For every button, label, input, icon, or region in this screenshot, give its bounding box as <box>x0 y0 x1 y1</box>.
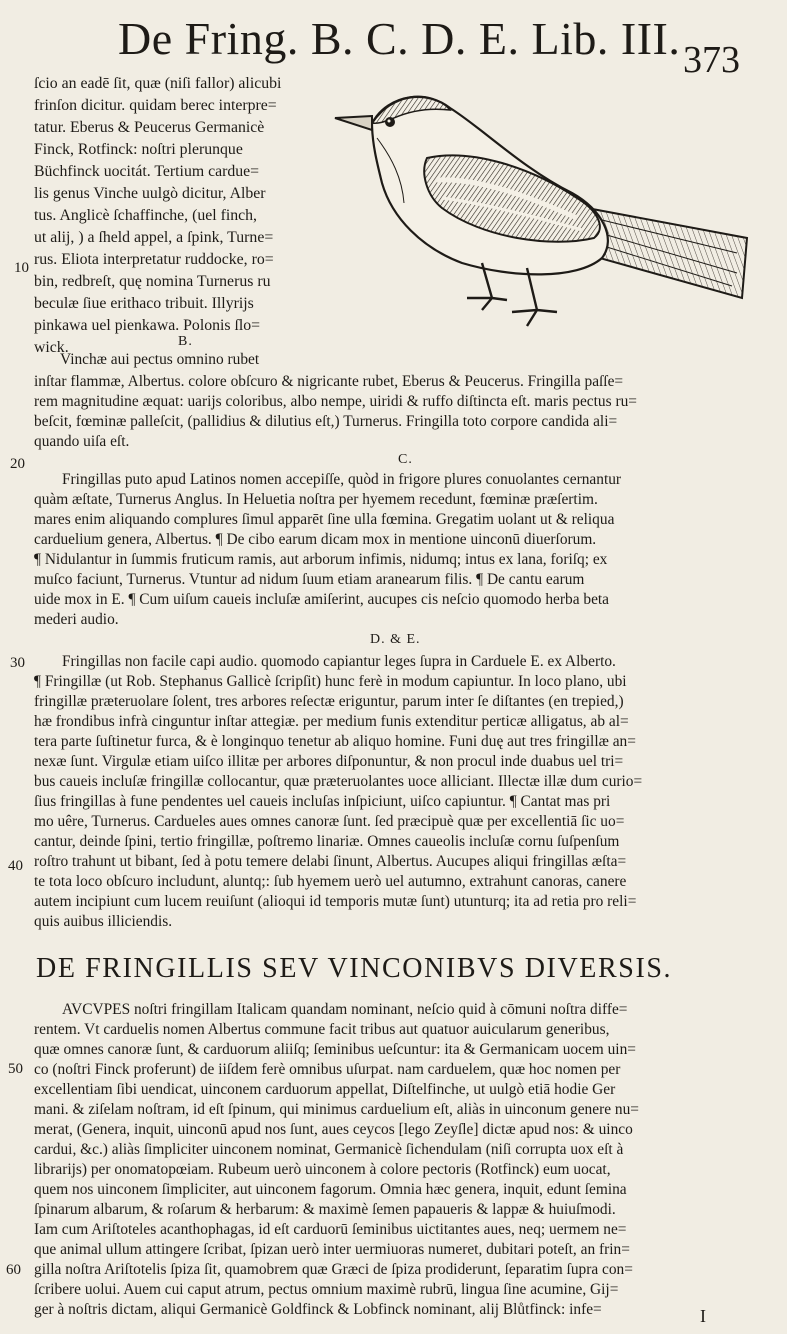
text-line: co (noſtri Finck proferunt) de iiſdem ferè omnibus uſurpat. nam carduelem, quæ hoc nomen per <box>34 1061 621 1078</box>
text-line: mares enim aliquando complures ſimul apparēt ſine ulla fœmina. Gregatim uolant ut & reliqua <box>34 511 615 528</box>
text-line: ſcribere uolui. Auem cui caput atrum, pectus omnium maximè rubrū, lingua ſine acumine, Gij= <box>34 1281 619 1298</box>
finch-woodcut-icon <box>332 88 752 333</box>
margin-line-number: 20 <box>10 456 25 472</box>
text-line: rentem. Vt carduelis nomen Albertus commune facit tribus aut quatuor auicularum generibus, <box>34 1021 610 1038</box>
text-line: quis auibus illiciendis. <box>34 913 173 930</box>
text-line: ger à noſtris dictam, aliqui Germanicè Goldfinck & Lobfinck nominant, alij Blůtfinck: infe= <box>34 1301 602 1318</box>
text-line: hæ frondibus infrà cinguntur inſtar attegiæ. per medium funis extenditur perticæ alligatus, ab al= <box>34 713 629 730</box>
text-line: ¶ Nidulantur in ſummis fruticum ramis, aut arborum infimis, nidumq; intus ex lana, foriſq; ex <box>34 551 608 568</box>
text-line: beculæ ſiue erithaco tribuit. Illyrijs <box>34 295 254 312</box>
text-line: lis genus Vinche uulgò dicitur, Alber <box>34 185 266 202</box>
text-line: gilla noſtra Ariſtotelis ſpiza ſit, quamobrem quæ Græci de ſpiza prodiderunt, ſeparatim ſupra con= <box>34 1261 633 1278</box>
text-line: Vinchæ aui pectus omnino rubet <box>60 351 260 368</box>
text-line: cantur, deinde ſpini, tertio fringillæ, poſtremo linariæ. Omnes caueolis incluſæ cornu ſuſpenſum <box>34 833 620 850</box>
text-line: muſco faciunt, Turnerus. Vtuntur ad nidum ſuum etiam aranearum filis. ¶ De cantu earum <box>34 571 585 588</box>
text-line: ¶ Fringillæ (ut Rob. Stephanus Gallicè ſcripſit) hunc ferè in modum capiuntur. In loco plano, ubi <box>34 673 627 690</box>
text-line: Finck, Rotfinck: noſtri plerunque <box>34 141 243 158</box>
text-line: quem nos uinconem ſimpliciter, aut uinconem fagorum. Omnia hæc genera, inquit, edunt ſemina <box>34 1181 627 1198</box>
text-line: Iam cum Ariſtoteles acanthophagas, id eſt carduorū ſeminibus uictitantes aues, neq; uermem ne= <box>34 1221 627 1238</box>
text-line: nexæ ſunt. Virgulæ etiam uiſco illitæ per arbores diſponuntur, & non procul inde duabus uel tri= <box>34 753 624 770</box>
text-line: merat, (Genera, inquit, uinconū apud nos ſunt, aues ceycos [lego Zeyſle] dictæ apud nos: & uinco <box>34 1121 633 1138</box>
chapter-heading: DE FRINGILLIS SEV VINCONIBVS DIVERSIS. <box>36 953 673 984</box>
text-line: fringillæ præteruolare ſolent, tres arbores reſectæ eriguntur, parum inter ſe diſtantes (en trepied,) <box>34 693 624 710</box>
text-line: rus. Eliota interpretatur ruddocke, ro= <box>34 251 274 268</box>
text-line: mo uêre, Turnerus. Cardueles aues omnes canoræ ſunt. ſed præcipuè quæ per excellentiā ſic uo= <box>34 813 625 830</box>
text-line: te tota loco obſcuro includunt, aluntq;: ſub hyemem uerò uel autumno, extrahunt canoras, canere <box>34 873 627 890</box>
text-line: cardui, &c.) aliàs ſimpliciter uinconem nominat, Germanicè ſichendulam (niſi corrupta uox eſt à <box>34 1141 624 1158</box>
text-line: librarijs) per onomatopœiam. Rubeum uerò uinconem à colore pectoris (Rotfinck) eum uocat, <box>34 1161 611 1178</box>
text-line: tera parte ſuſtinetur furca, & è longinquo tenetur ab aliquo homine. Funi duę aut tres fringillæ an= <box>34 733 636 750</box>
running-head: De Fring. B. C. D. E. Lib. III. <box>118 13 681 64</box>
text-line: pinkawa uel pienkawa. Polonis ſlo= <box>34 317 261 334</box>
margin-line-number: 50 <box>8 1061 23 1077</box>
text-line: mederi audio. <box>34 611 119 628</box>
text-line: mani. & ziſelam noſtram, id eſt ſpinum, qui minimus carduelium eſt, aliàs in uinconum genere nu= <box>34 1101 639 1118</box>
text-line: Fringillas non facile capi audio. quomodo capiantur leges ſupra in Carduele E. ex Alberto. <box>62 653 616 670</box>
text-line: Fringillas puto apud Latinos nomen accepiſſe, quòd in frigore plures conuolantes cernantur <box>62 471 622 488</box>
text-line: frinſon dicitur. quidam berec interpre= <box>34 97 277 114</box>
signature-mark: I <box>700 1306 706 1326</box>
text-line: ſcio an eadē ſit, quæ (niſi fallor) alicubi <box>34 75 282 92</box>
text-line: uide mox in E. ¶ Cum uiſum caueis incluſæ amiſerint, aucupes cis neſcio quomodo herba beta <box>34 591 610 608</box>
margin-line-number: 10 <box>14 260 29 276</box>
text-line: excellentiam ſibi uendicat, uinconem carduorum appellat, Diſtelfinche, ut uulgò etiā hodie Ger <box>34 1081 616 1098</box>
section-label-de: D. & E. <box>370 632 421 647</box>
text-line: autem incipiunt cum lucem reuiſunt (alioqui id temporis mutæ ſunt) utunturq; ita ad retia pro reli= <box>34 893 637 910</box>
text-line: ſius fringillas à fune pendentes uel caueis incluſas inſpiciunt, uiſco capiuntur. ¶ Cantat mas pri <box>34 793 611 810</box>
text-line: carduelium genera, Albertus. ¶ De cibo earum dicam mox in mentione uinconū diuerſorum. <box>34 531 597 548</box>
text-line: rem magnitudine æquat: uarijs coloribus, albo nempe, uiridi & ruffo diſtincta eſt. maris pectus ru= <box>34 393 637 410</box>
section-label-b: B. <box>178 334 193 349</box>
text-line: tatur. Eberus & Peucerus Germanicè <box>34 119 265 136</box>
text-line: que animal ullum attingere ſcribat, ſpizan uerò inter uermiuoras numeret, dubitari poteſt, an frin= <box>34 1241 630 1258</box>
text-line: inſtar flammæ, Albertus. colore obſcuro & nigricante rubet, Eberus & Peucerus. Fringilla paſſe= <box>34 373 624 390</box>
text-line: bus caueis incluſæ fringillæ collocantur, quæ præteruolantes uoce alliciant. Illectæ illæ dum curio= <box>34 773 643 790</box>
text-line: ut alij, ) a ſheld appel, a ſpink, Turne= <box>34 229 274 246</box>
text-line: roſtro trahunt ut bibant, ſed à potu temere delabi ſinunt, Albertus. Aucupes aliqui fringillas æſta= <box>34 853 627 870</box>
text-line: tus. Anglicè ſchaffinche, (uel finch, <box>34 207 257 224</box>
text-line: quàm æſtate, Turnerus Anglus. In Heluetia noſtra per hyemem recedunt, fœminæ præſertim. <box>34 491 598 508</box>
text-line: Büchfinck uocitát. Tertium cardue= <box>34 163 260 180</box>
text-line: wick. <box>34 339 69 356</box>
margin-line-number: 60 <box>6 1262 21 1278</box>
margin-line-number: 40 <box>8 858 23 874</box>
text-line: quando uiſa eſt. <box>34 433 130 450</box>
text-line: beſcit, fœminæ palleſcit, (pallidius & dilutius eſt,) Turnerus. Fringilla toto corpore candida ali= <box>34 413 618 430</box>
text-line: quæ omnes canoræ ſunt, & carduorum aliiſq; ſeminibus ueſcuntur: ita & Germanicam uocem uin= <box>34 1041 636 1058</box>
page-number: 373 <box>683 39 740 81</box>
margin-line-number: 30 <box>10 655 25 671</box>
text-line: AVCVPES noſtri fringillam Italicam quandam nominant, neſcio quid à cōmuni noſtra diffe= <box>62 1001 628 1018</box>
section-label-c: C. <box>398 452 413 467</box>
text-line: ſpinarum albarum, & roſarum & herbarum: & maximè ſemen papaueris & lappæ & huiuſmodi. <box>34 1201 616 1218</box>
text-line: bin, redbreſt, quę nomina Turnerus ru <box>34 273 271 290</box>
